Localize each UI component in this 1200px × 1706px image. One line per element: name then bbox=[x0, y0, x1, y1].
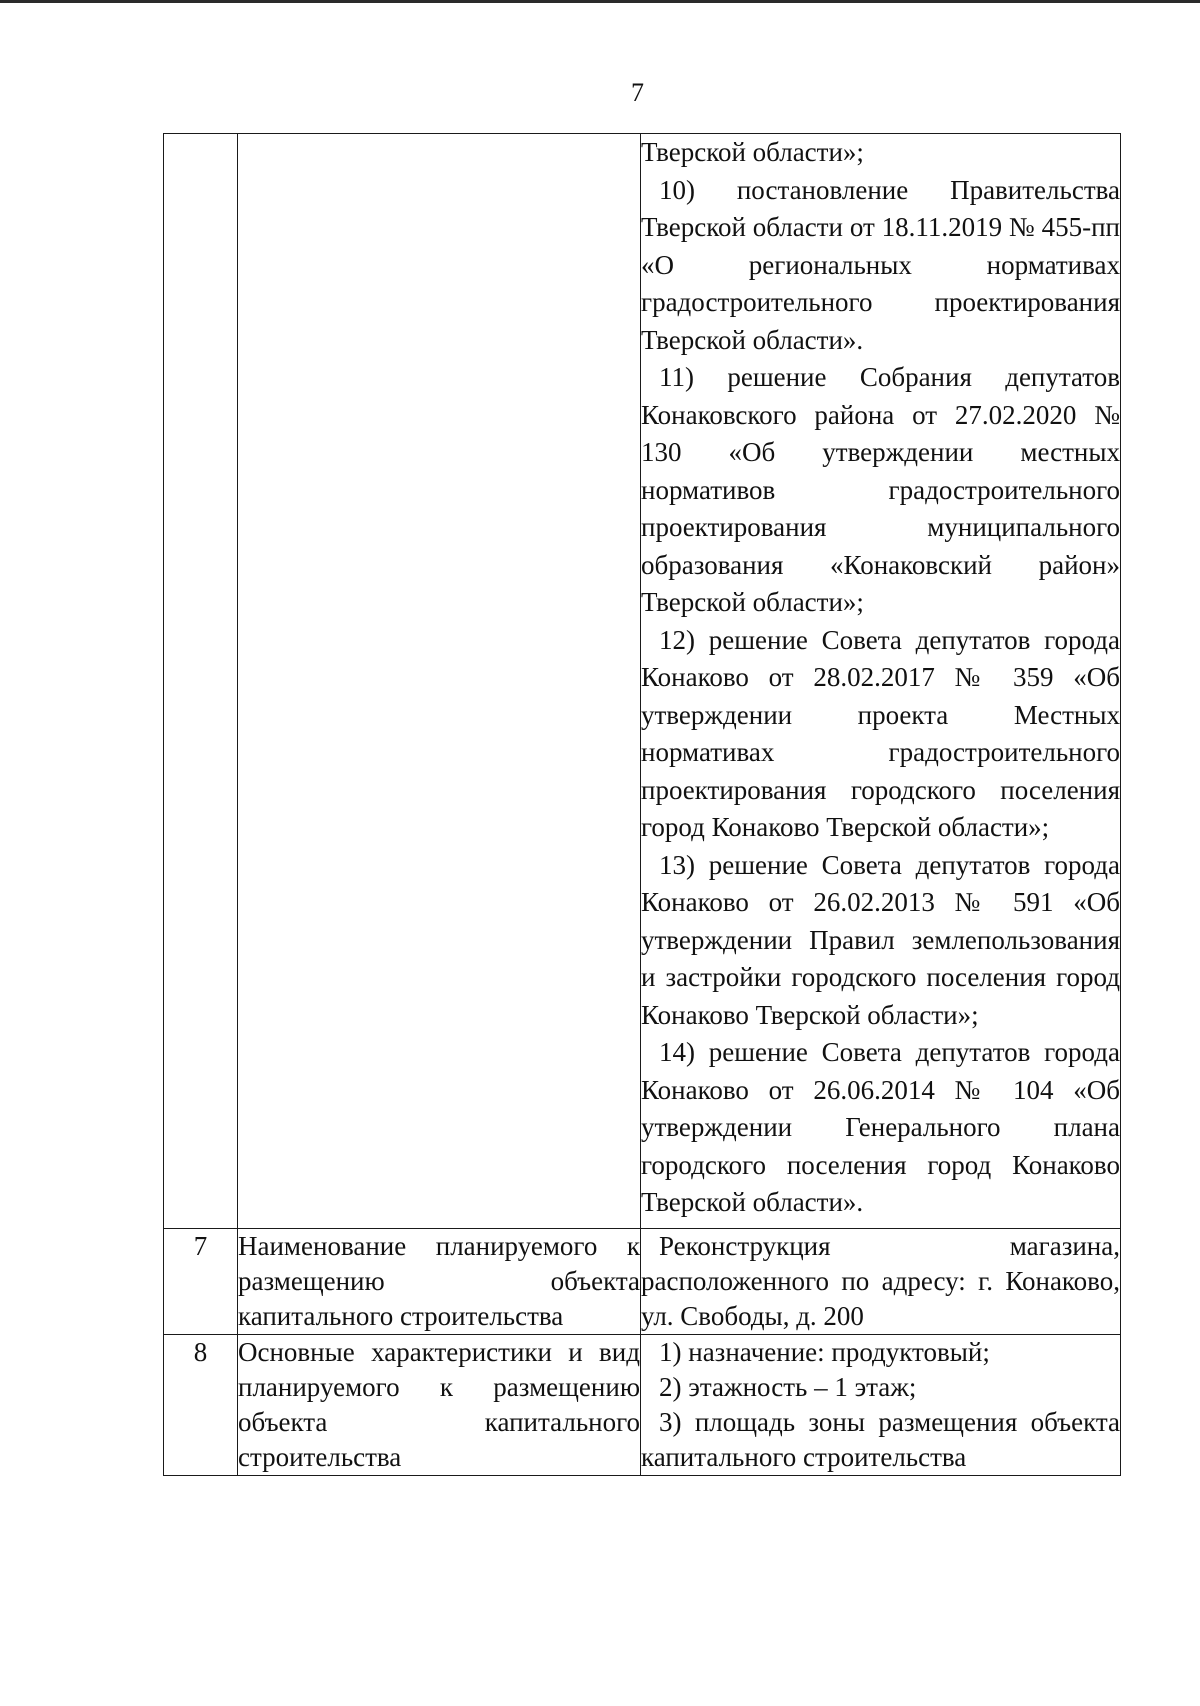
row-value-cell bbox=[641, 134, 1121, 1229]
row-number-cell: 8 bbox=[164, 1334, 238, 1475]
paragraph-item-11: 11) решение Собрания депутатов Конаковского района от 27.02.2020 № 130 «Об утверждении местных нормативов градостроительного проектирования муниципального образования «Конаковский район» Тверской области»; bbox=[641, 362, 1120, 617]
paragraph-continuation: Тверской области»; bbox=[641, 137, 864, 167]
table-row-8 bbox=[164, 1334, 1121, 1475]
table-row-6-continued bbox=[164, 134, 1121, 1229]
paragraph-item-12: 12) решение Совета депутатов города Конаково от 28.02.2017 № 359 «Об утверждении проекта Местных нормативах градостроительного проектирования городского поселения город Конаково Тверской области»; bbox=[641, 624, 1120, 842]
row-name-cell bbox=[238, 134, 641, 1229]
page-number: 7 bbox=[631, 78, 644, 107]
paragraph-item-13: 13) решение Совета депутатов города Конаково от 26.02.2013 № 591 «Об утверждении Правил землепользования и застройки городского поселения город Конаково Тверской области»; bbox=[641, 849, 1120, 1030]
row-number-cell bbox=[164, 134, 238, 1229]
document-table bbox=[163, 133, 1121, 1476]
row-value-cell bbox=[641, 1334, 1121, 1475]
paragraph-characteristic-3: 3) площадь зоны размещения объекта капитального строительства bbox=[641, 1406, 1120, 1472]
row-number-cell: 7 bbox=[164, 1228, 238, 1334]
paragraph-object-name: Реконструкция магазина, расположенного по адресу: г. Конаково, ул. Свободы, д. 200 bbox=[641, 1230, 1120, 1331]
row-name-cell: Наименование планируемого к размещению объекта капитального строительства bbox=[238, 1228, 641, 1334]
row-value-cell bbox=[641, 1228, 1121, 1334]
scan-top-edge bbox=[0, 0, 1200, 3]
paragraph-item-10: 10) постановление Правительства Тверской области от 18.11.2019 № 455-пп «О региональных нормативах градостроительного проектирования Тверской области». bbox=[641, 174, 1120, 355]
row-name-cell: Основные характеристики и вид планируемого к размещению объекта капитального строительства bbox=[238, 1334, 641, 1475]
paragraph-characteristic-1: 1) назначение: продуктовый; bbox=[659, 1336, 990, 1367]
table-row-7 bbox=[164, 1228, 1121, 1334]
paragraph-item-14: 14) решение Совета депутатов города Конаково от 26.06.2014 № 104 «Об утверждении Генерального плана городского поселения город Конаково Тверской области». bbox=[641, 1037, 1120, 1217]
paragraph-characteristic-2: 2) этажность – 1 этаж; bbox=[659, 1371, 917, 1402]
